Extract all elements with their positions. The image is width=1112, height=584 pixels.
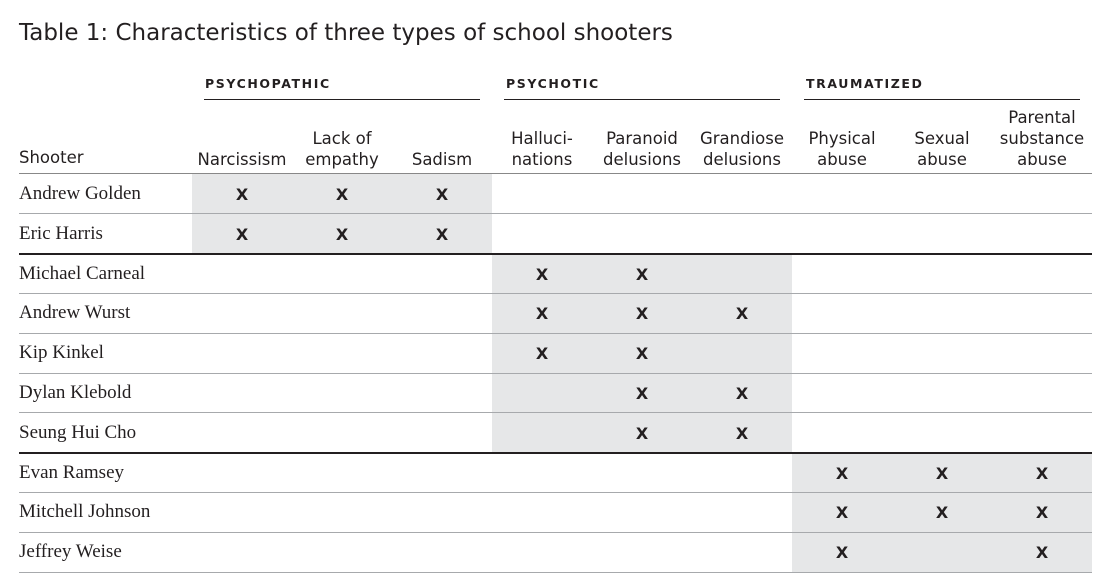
characteristic-mark: X [535, 344, 549, 364]
characteristic-mark: X [635, 384, 649, 403]
shooter-name: Andrew Golden [19, 183, 141, 204]
characteristic-mark: X [935, 503, 949, 523]
characteristic-mark: X [835, 503, 849, 523]
column-header: Halluci- nations [511, 129, 573, 169]
characteristic-mark: X [1035, 503, 1049, 523]
shooter-column-header: Shooter [19, 148, 84, 167]
shooter-name: Kip Kinkel [19, 342, 104, 364]
column-header: Paranoid delusions [603, 129, 681, 169]
characteristic-mark: X [935, 463, 949, 483]
group-rule [804, 99, 1080, 100]
column-header: Lack of empathy [305, 129, 379, 169]
column-header: Grandiose delusions [699, 129, 785, 169]
column-header: Sadism [411, 150, 473, 169]
characteristic-mark: X [635, 344, 649, 364]
shooter-name: Evan Ramsey [19, 461, 125, 483]
column-header: Parental substance abuse [999, 108, 1085, 169]
shooter-name: Seung Hui Cho [19, 421, 137, 443]
table-row [19, 373, 1092, 413]
characteristic-mark: X [535, 264, 549, 284]
characteristic-mark: X [1035, 463, 1049, 483]
table-row [19, 532, 1092, 572]
group-label-psychopathic: PSYCHOPATHIC [205, 76, 331, 91]
shooter-name: Michael Carneal [19, 262, 146, 284]
shooter-name: Mitchell Johnson [19, 501, 151, 523]
group-rule [204, 99, 480, 100]
column-header: Physical abuse [808, 129, 876, 169]
characteristic-mark: X [335, 185, 349, 204]
group-label-psychotic: PSYCHOTIC [506, 76, 600, 91]
row-separator [19, 572, 1092, 573]
characteristic-mark: X [335, 224, 349, 244]
characteristic-mark: X [235, 224, 249, 244]
characteristic-mark: X [535, 304, 549, 324]
characteristic-mark: X [635, 423, 649, 443]
column-header: Sexual abuse [914, 129, 970, 169]
characteristic-mark: X [735, 384, 749, 403]
table-title: Table 1: Characteristics of three types of school shooters [19, 20, 673, 46]
characteristic-mark: X [435, 185, 449, 204]
table-row [19, 413, 1092, 453]
characteristic-mark: X [235, 185, 249, 204]
characteristic-mark: X [635, 264, 649, 284]
shooter-name: Jeffrey Weise [19, 541, 122, 563]
characteristic-mark: X [735, 304, 749, 324]
group-rule [504, 99, 780, 100]
column-header: Narcissism [197, 150, 287, 169]
group-label-traumatized: TRAUMATIZED [806, 76, 924, 91]
shooter-name: Andrew Wurst [19, 302, 131, 324]
shooter-name: Dylan Klebold [19, 382, 132, 403]
characteristic-mark: X [835, 543, 849, 563]
characteristic-mark: X [635, 304, 649, 324]
characteristic-mark: X [1035, 543, 1049, 563]
table-row [19, 214, 1092, 254]
characteristic-mark: X [435, 224, 449, 244]
shooter-name: Eric Harris [19, 222, 103, 244]
characteristic-mark: X [735, 423, 749, 443]
characteristic-mark: X [835, 463, 849, 483]
table-row [19, 174, 1092, 214]
